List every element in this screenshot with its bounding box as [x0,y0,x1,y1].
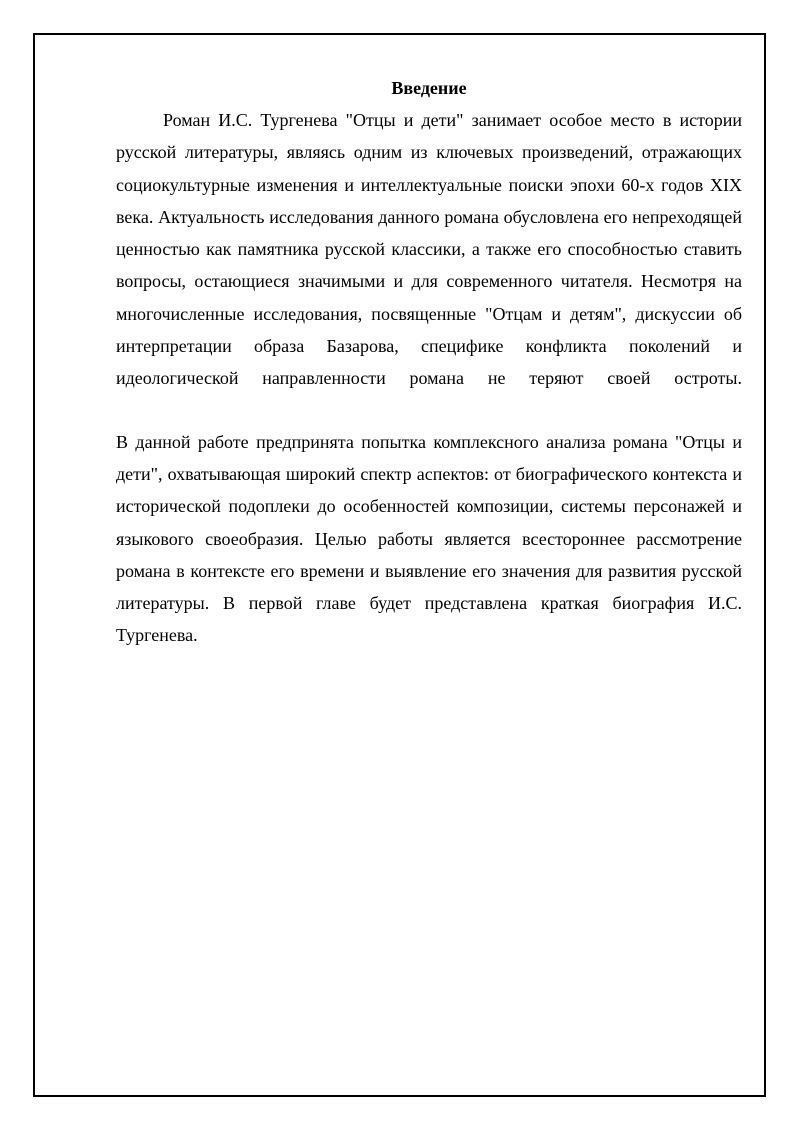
paragraph-spacer [116,395,742,426]
document-body [116,72,742,652]
document-title: Введение [391,78,467,98]
paragraph-introduction-1: Роман И.С. Тургенева "Отцы и дети" занимает особое место в истории русской литературы, являясь одним из ключевых произведений, отражающих социокультурные изменения и интеллектуальные поиски эпохи 60-х годов XIX века. Актуальность исследования данного романа обусловлена его непреходящей ценностью как памятника русской классики, а также его способностью ставить вопросы, остающиеся значимыми и для современного читателя. Несмотря на многочисленные исследования, посвященные "Отцам и детям", дискуссии об интерпретации образа Базарова, специфике конфликта поколений и идеологической направленности романа не теряют своей остроты. [116,110,742,389]
paragraph-introduction-2: В данной работе предпринята попытка комплексного анализа романа "Отцы и дети", охватывающая широкий спектр аспектов: от биографического контекста и исторической подоплеки до особенностей композиции, системы персонажей и языкового своеобразия. Целью работы является всестороннее рассмотрение романа в контексте его времени и выявление его значения для развития русской литературы. В первой главе будет представлена краткая биография И.С. Тургенева. [116,431,742,646]
